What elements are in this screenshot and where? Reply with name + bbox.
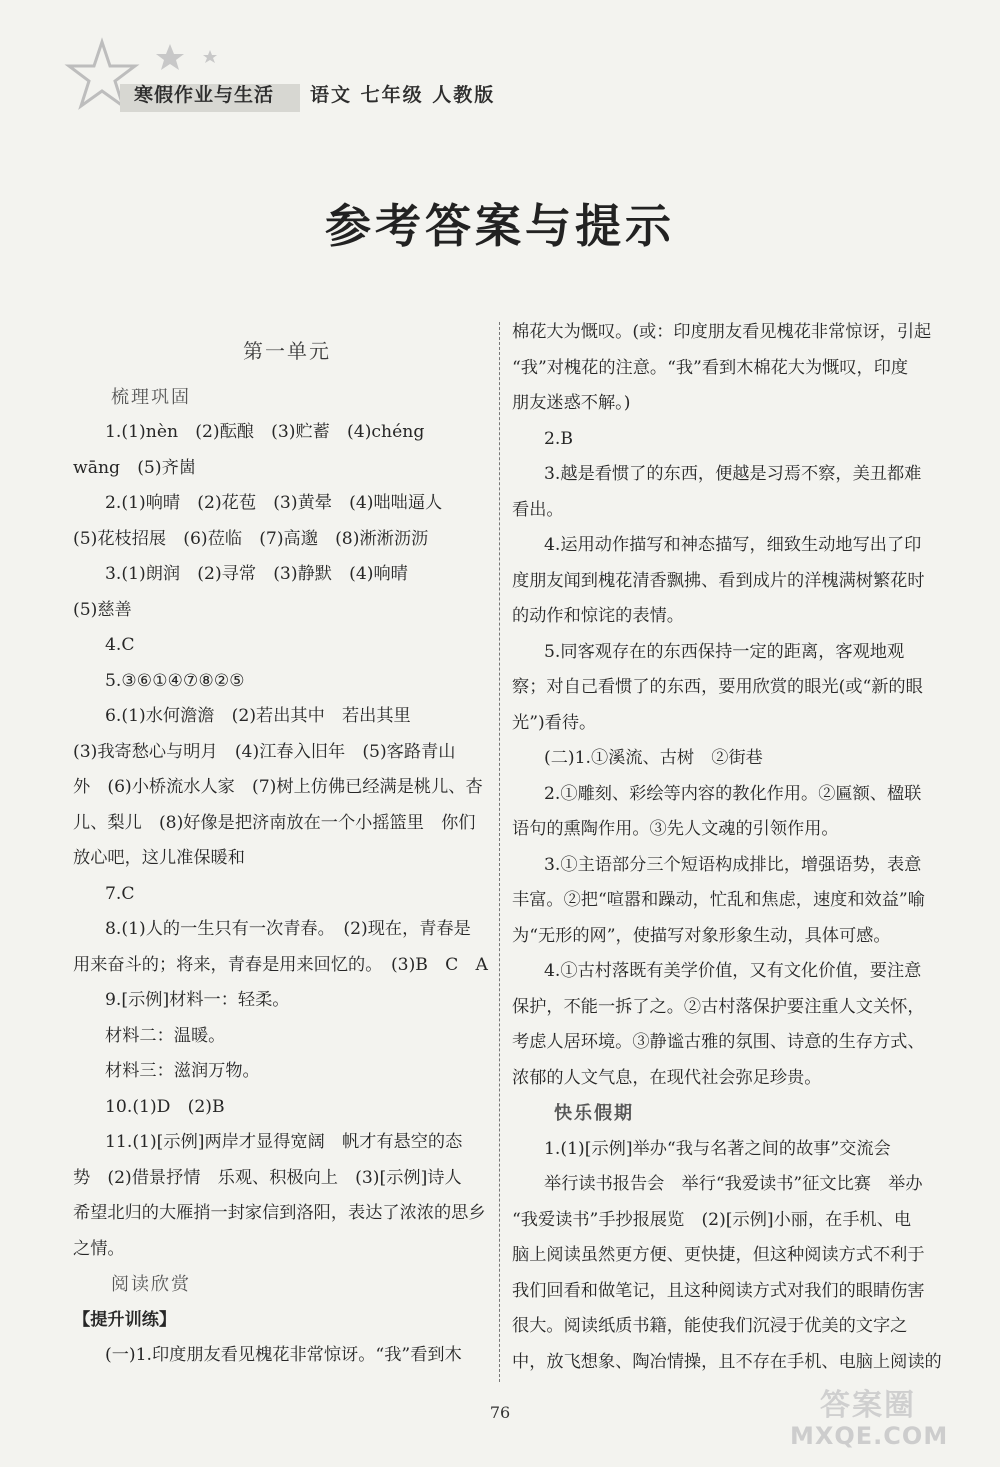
answer-line: 11.(1)[示例]两岸才显得宽阔 帆才有悬空的态 xyxy=(105,1132,463,1152)
page-number: 76 xyxy=(489,1403,511,1422)
section-heading: 阅读欣赏 xyxy=(111,1274,191,1295)
answer-line: 3.越是看惯了的东西，便越是习焉不察，美丑都难 xyxy=(544,464,922,484)
answer-line: 很大。阅读纸质书籍，能使我们沉浸于优美的文字之 xyxy=(512,1316,908,1336)
watermark-logo xyxy=(790,1380,990,1460)
answer-line: 希望北归的大雁捎一封家信到洛阳，表达了浓浓的思乡 xyxy=(73,1203,486,1223)
answer-line: 中，放飞想象、陶冶情操，且不存在手机、电脑上阅读的 xyxy=(512,1351,942,1372)
answer-line: 3.①主语部分三个短语构成排比，增强语势，表意 xyxy=(544,854,922,875)
answer-line: (一)1.印度朋友看见槐花非常惊讶。“我”看到木 xyxy=(105,1345,462,1365)
answer-line: 举行读书报告会 举行“我爱读书”征文比赛 举办 xyxy=(544,1174,923,1194)
answer-line: (5)慈善 xyxy=(73,599,132,620)
answer-line: (3)我寄愁心与明月 (4)江春入旧年 (5)客路青山 xyxy=(73,741,456,762)
watermark-top-text: 答案圈 xyxy=(820,1388,916,1423)
answer-line: 朋友迷惑不解。) xyxy=(512,393,631,413)
answer-line: 光”)看待。 xyxy=(512,712,597,733)
answer-line: 材料二：温暖。 xyxy=(105,1025,226,1046)
answer-line: (二)1.①溪流、古树 ②街巷 xyxy=(544,748,763,768)
section-heading: 梳理巩固 xyxy=(111,386,191,408)
answer-line: 10.(1)D (2)B xyxy=(105,1096,225,1117)
answer-line: 9.[示例]材料一：轻柔。 xyxy=(105,990,290,1010)
answer-line: 保护，不能一拆了之。②古村落保护要注重人文关怀， xyxy=(512,996,925,1017)
answer-line: 4.运用动作描写和神态描写，细致生动地写出了印 xyxy=(544,535,922,555)
answer-line: 5.同客观存在的东西保持一定的距离，客观地观 xyxy=(544,641,905,662)
answer-line: 考虑人居环境。③静谧古雅的氛围、诗意的生存方式、 xyxy=(512,1032,925,1052)
answer-line: 之情。 xyxy=(73,1238,125,1259)
section-heading: 快乐假期 xyxy=(554,1103,634,1124)
answer-line: 儿、梨儿 (8)好像是把济南放在一个小摇篮里 你们 xyxy=(73,812,476,833)
answer-line: 5.③⑥①④⑦⑧②⑤ xyxy=(105,670,245,691)
answer-line: 3.(1)朗润 (2)寻常 (3)静默 (4)响晴 xyxy=(105,564,408,584)
answer-line: 浓郁的人文气息，在现代社会弥足珍贵。 xyxy=(512,1067,822,1088)
answer-line: 4.C xyxy=(105,635,135,655)
answer-line: 1.(1)[示例]举办“我与名著之间的故事”交流会 xyxy=(544,1138,891,1159)
answer-line: 2.①雕刻、彩绘等内容的教化作用。②匾额、楹联 xyxy=(544,783,922,804)
header-book-title: 寒假作业与生活 xyxy=(134,84,275,106)
answer-line: 放心吧，这儿准保暖和 xyxy=(73,848,245,868)
page-title: 参考答案与提示 xyxy=(325,199,675,253)
answer-line: 为“无形的网”，使描写对象形象生动，具体可感。 xyxy=(512,925,891,946)
answer-line: 材料三：滋润万物。 xyxy=(105,1061,260,1081)
answer-line: 8.(1)人的一生只有一次青春。 (2)现在，青春是 xyxy=(105,919,471,939)
answer-line: 丰富。②把“喧嚣和躁动，忙乱和焦虑，速度和效益”喻 xyxy=(512,890,925,910)
page-header xyxy=(60,30,660,130)
answer-line: 2.B xyxy=(544,428,574,449)
answer-line: 语句的熏陶作用。③先人文魂的引领作用。 xyxy=(512,819,839,839)
watermark-bottom-text: MXQE.COM xyxy=(790,1422,949,1450)
answer-line: 2.(1)响晴 (2)花苞 (3)黄晕 (4)咄咄逼人 xyxy=(105,493,443,513)
left-column xyxy=(73,330,501,1374)
answer-line: 的动作和惊诧的表情。 xyxy=(512,606,684,626)
answer-line: 7.C xyxy=(105,883,135,904)
answer-line: 看出。 xyxy=(512,499,564,520)
answer-line: wāng (5)齐崮 xyxy=(73,457,196,478)
unit-heading: 第一单元 xyxy=(243,339,331,363)
answer-line: “我爱读书”手抄报展览 (2)[示例]小丽，在手机、电 xyxy=(512,1209,912,1230)
answer-line: “我”对槐花的注意。“我”看到木棉花大为慨叹，印度 xyxy=(512,357,909,378)
answer-line: 6.(1)水何澹澹 (2)若出其中 若出其里 xyxy=(105,706,411,726)
subsection-heading: 【提升训练】 xyxy=(73,1309,177,1330)
answer-line: 势 (2)借景抒情 乐观、积极向上 (3)[示例]诗人 xyxy=(73,1167,462,1188)
answer-line: 察；对自己看惯了的东西，要用欣赏的眼光(或“新的眼 xyxy=(512,677,923,697)
answer-line: 外 (6)小桥流水人家 (7)树上仿佛已经满是桃儿、杏 xyxy=(73,777,483,797)
header-subject-info: 语文 七年级 人教版 xyxy=(310,84,496,106)
answer-line: 用来奋斗的；将来，青春是用来回忆的。 (3)B C A xyxy=(73,954,488,975)
answer-line: 度朋友闻到槐花清香飘拂、看到成片的洋槐满树繁花时 xyxy=(512,570,925,591)
answer-line: 棉花大为慨叹。(或：印度朋友看见槐花非常惊讶，引起 xyxy=(512,322,932,342)
right-column xyxy=(512,315,940,1380)
answer-line: 我们回看和做笔记，且这种阅读方式对我们的眼睛伤害 xyxy=(512,1280,925,1301)
answer-line: 4.①古村落既有美学价值，又有文化价值，要注意 xyxy=(544,961,922,981)
answer-line: 1.(1)nèn (2)酝酿 (3)贮蓄 (4)chéng xyxy=(105,422,425,442)
answer-line: (5)花枝招展 (6)莅临 (7)高邈 (8)淅淅沥沥 xyxy=(73,528,429,549)
answer-line: 脑上阅读虽然更方便、更快捷，但这种阅读方式不利于 xyxy=(512,1245,925,1265)
